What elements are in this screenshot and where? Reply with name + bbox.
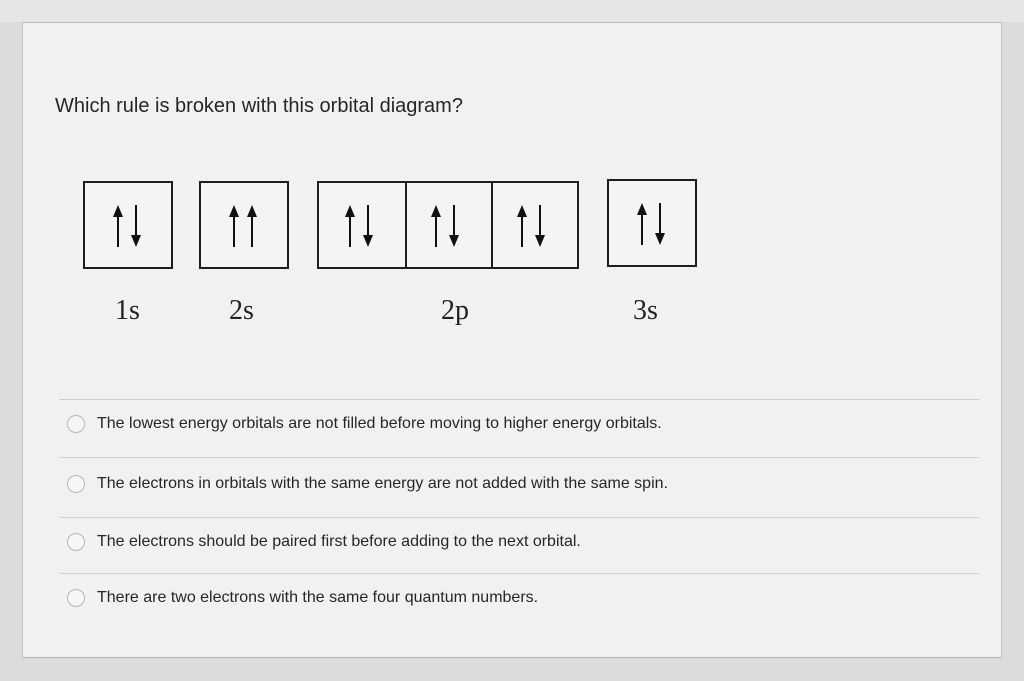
orbital-group-2s (199, 181, 289, 269)
spin-down-arrow-icon (131, 205, 141, 247)
radio-button[interactable] (67, 475, 85, 493)
orbital-label-2p: 2p (441, 295, 469, 326)
divider (59, 457, 979, 458)
orbital-box (405, 183, 491, 267)
divider (59, 399, 979, 400)
answer-option-label: The electrons should be paired first before adding to the next orbital. (97, 533, 581, 550)
orbital-label-3s: 3s (633, 295, 658, 326)
answer-option-4[interactable] (67, 589, 538, 607)
divider (59, 517, 979, 518)
answer-option-label: The lowest energy orbitals are not filled before moving to higher energy orbitals. (97, 415, 662, 432)
spin-down-arrow-icon (363, 205, 373, 247)
orbital-group-3s (607, 179, 697, 267)
spin-up-arrow-icon (517, 205, 527, 247)
spin-up-arrow-icon (345, 205, 355, 247)
spin-down-arrow-icon (449, 205, 459, 247)
spin-up-arrow-icon (431, 205, 441, 247)
radio-button[interactable] (67, 533, 85, 551)
orbital-diagram (23, 23, 1003, 363)
orbital-label-1s: 1s (115, 295, 140, 326)
orbital-box (319, 183, 405, 267)
answer-option-label: The electrons in orbitals with the same energy are not added with the same spin. (97, 475, 668, 492)
question-text: Which rule is broken with this orbital diagram? (55, 95, 463, 117)
spin-up-arrow-icon (229, 205, 239, 247)
spin-up-arrow-icon (247, 205, 257, 247)
spin-down-arrow-icon (655, 203, 665, 245)
spin-up-arrow-icon (113, 205, 123, 247)
orbital-label-2s: 2s (229, 295, 254, 326)
answer-option-label: There are two electrons with the same four quantum numbers. (97, 589, 539, 606)
top-strip (0, 0, 1024, 22)
answer-option-2[interactable] (67, 475, 668, 493)
spin-up-arrow-icon (637, 203, 647, 245)
spin-down-arrow-icon (535, 205, 545, 247)
orbital-group-1s (83, 181, 173, 269)
radio-button[interactable] (67, 589, 85, 607)
answer-option-1[interactable] (67, 415, 662, 433)
orbital-box (201, 183, 287, 267)
divider (59, 573, 979, 574)
answer-option-3[interactable] (67, 533, 581, 551)
orbital-box (85, 183, 171, 267)
orbital-group-2p (317, 181, 579, 269)
question-card (22, 22, 1002, 658)
orbital-box (491, 183, 577, 267)
radio-button[interactable] (67, 415, 85, 433)
orbital-box (609, 181, 695, 265)
